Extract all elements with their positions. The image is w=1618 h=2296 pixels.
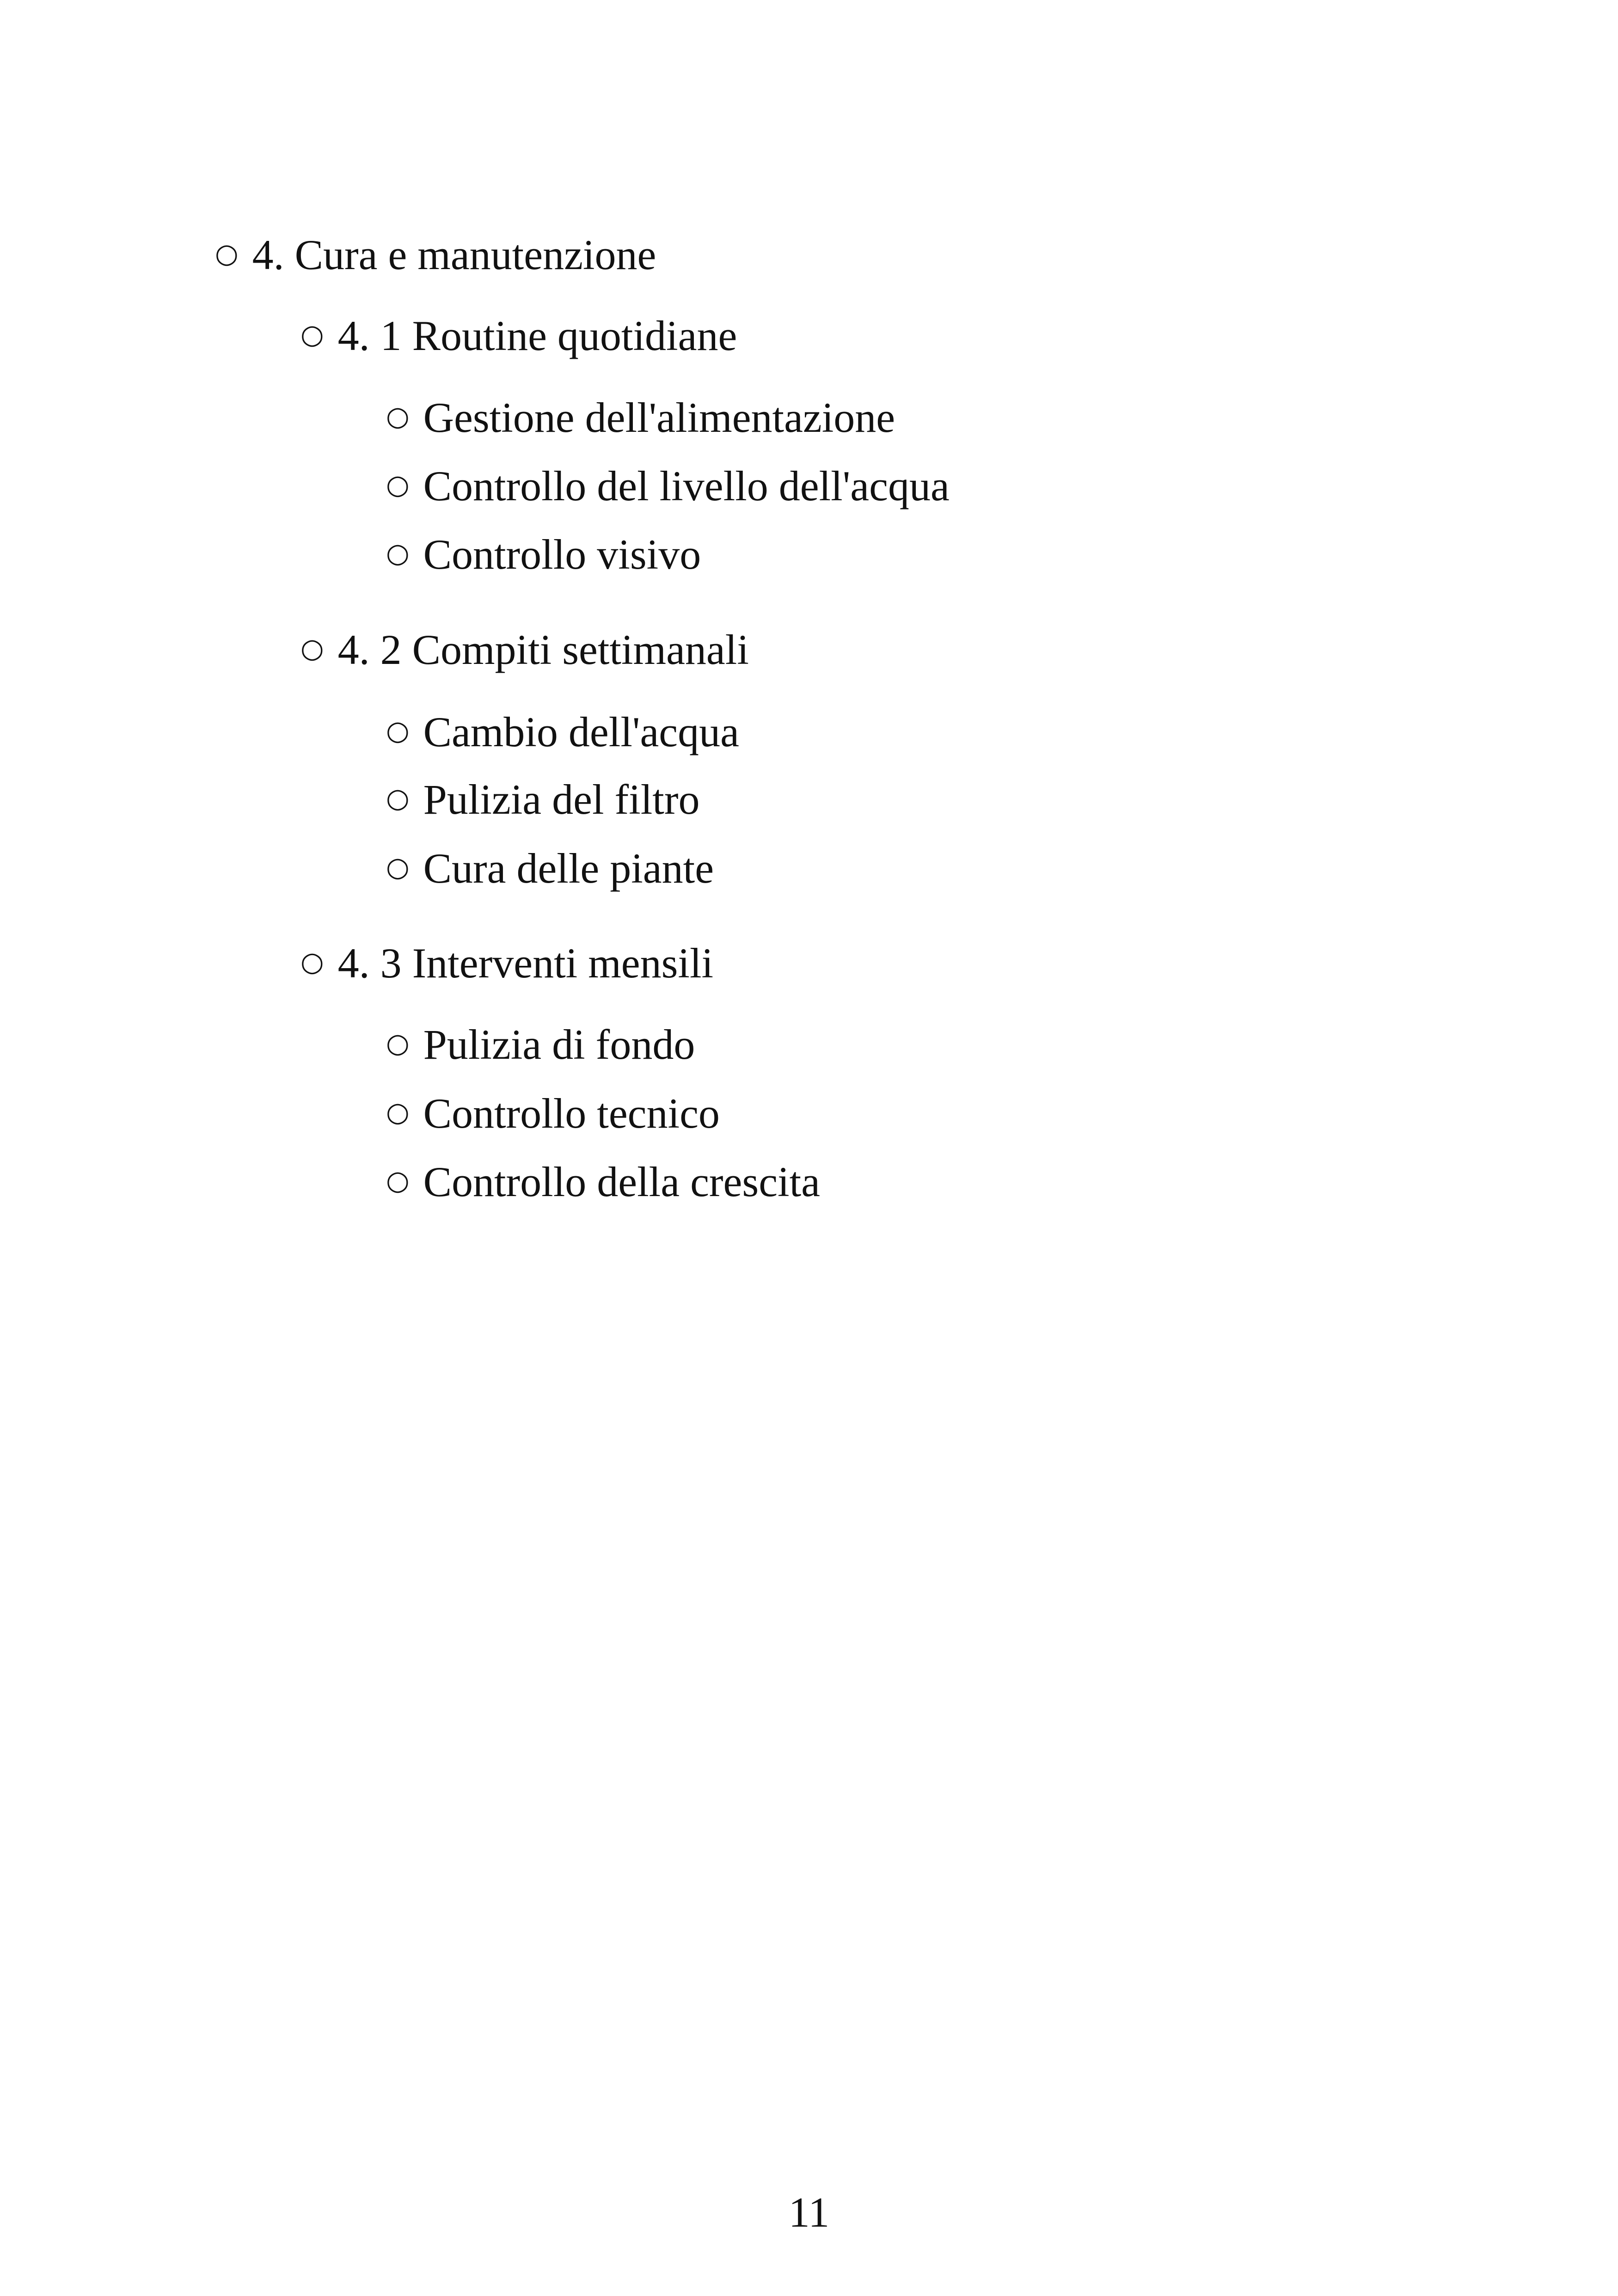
hollow-circle-bullet-icon: ○ <box>386 400 410 432</box>
outline-section-heading <box>215 228 656 280</box>
item-label: Pulizia di fondo <box>423 1021 695 1068</box>
outline-subsection-heading <box>300 936 713 988</box>
outline-subsection-heading <box>300 623 749 675</box>
hollow-circle-bullet-icon: ○ <box>386 537 410 569</box>
outline-item <box>386 1018 695 1070</box>
outline-item <box>386 459 950 511</box>
hollow-circle-bullet-icon: ○ <box>386 1165 410 1196</box>
subsection-label: 4. 2 Compiti settimanali <box>337 626 749 673</box>
hollow-circle-bullet-icon: ○ <box>386 1096 410 1128</box>
item-label: Cambio dell'acqua <box>423 708 739 755</box>
item-label: Controllo tecnico <box>423 1090 720 1137</box>
outline-item <box>386 1087 720 1139</box>
hollow-circle-bullet-icon: ○ <box>300 946 324 977</box>
page-number: 11 <box>788 2189 830 2236</box>
outline-item <box>386 773 699 825</box>
item-label: Controllo del livello dell'acqua <box>423 462 950 510</box>
subsection-label: 4. 1 Routine quotidiane <box>337 312 737 359</box>
outline-item <box>386 528 701 580</box>
outline-subsection-heading <box>300 309 737 361</box>
outline-item <box>386 705 739 757</box>
item-label: Pulizia del filtro <box>423 776 700 823</box>
hollow-circle-bullet-icon: ○ <box>300 319 324 350</box>
hollow-circle-bullet-icon: ○ <box>300 632 324 664</box>
hollow-circle-bullet-icon: ○ <box>386 469 410 500</box>
outline-item <box>386 391 895 443</box>
item-label: Gestione dell'alimentazione <box>423 394 895 441</box>
item-label: Controllo visivo <box>423 531 701 578</box>
item-label: Controllo della crescita <box>423 1158 820 1205</box>
hollow-circle-bullet-icon: ○ <box>386 851 410 883</box>
hollow-circle-bullet-icon: ○ <box>215 238 239 269</box>
outline-item <box>386 1155 820 1207</box>
section-label: 4. Cura e manutenzione <box>252 231 656 278</box>
hollow-circle-bullet-icon: ○ <box>386 715 410 746</box>
item-label: Cura delle piante <box>423 845 714 892</box>
hollow-circle-bullet-icon: ○ <box>386 782 410 814</box>
subsection-label: 4. 3 Interventi mensili <box>337 939 714 987</box>
hollow-circle-bullet-icon: ○ <box>386 1027 410 1059</box>
outline-item <box>386 841 714 894</box>
